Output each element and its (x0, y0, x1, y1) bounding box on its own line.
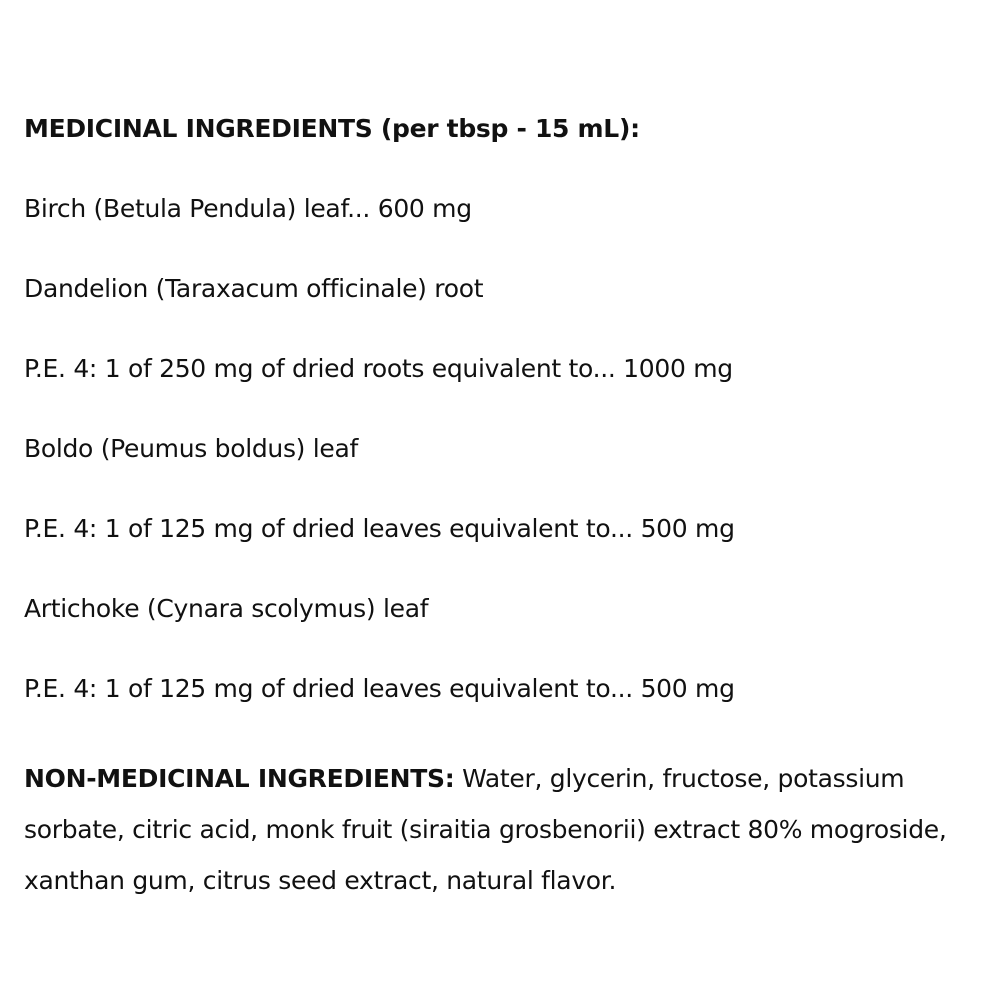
ingredient-line-boldo: Boldo (Peumus boldus) leaf (24, 434, 359, 463)
ingredient-line-artichoke-extract: P.E. 4: 1 of 125 mg of dried leaves equivalent to... 500 mg (24, 674, 735, 703)
non-medicinal-ingredients-paragraph (24, 753, 974, 906)
ingredient-line-boldo-extract: P.E. 4: 1 of 125 mg of dried leaves equivalent to... 500 mg (24, 514, 735, 543)
ingredient-line-artichoke: Artichoke (Cynara scolymus) leaf (24, 594, 429, 623)
ingredient-line-dandelion-extract: P.E. 4: 1 of 250 mg of dried roots equivalent to... 1000 mg (24, 354, 733, 383)
ingredient-line-dandelion: Dandelion (Taraxacum officinale) root (24, 274, 484, 303)
ingredient-line-birch: Birch (Betula Pendula) leaf... 600 mg (24, 194, 472, 223)
non-medicinal-ingredients-label: NON-MEDICINAL INGREDIENTS: (24, 764, 455, 793)
non-medicinal-ingredients-text: Water, glycerin, fructose, potassium sorbate, citric acid, monk fruit (siraitia grosbenorii) extract 80% mogroside, xanthan gum, citrus seed extract, natural flavor. (24, 764, 947, 895)
medicinal-ingredients-heading: MEDICINAL INGREDIENTS (per tbsp - 15 mL): (24, 114, 640, 143)
